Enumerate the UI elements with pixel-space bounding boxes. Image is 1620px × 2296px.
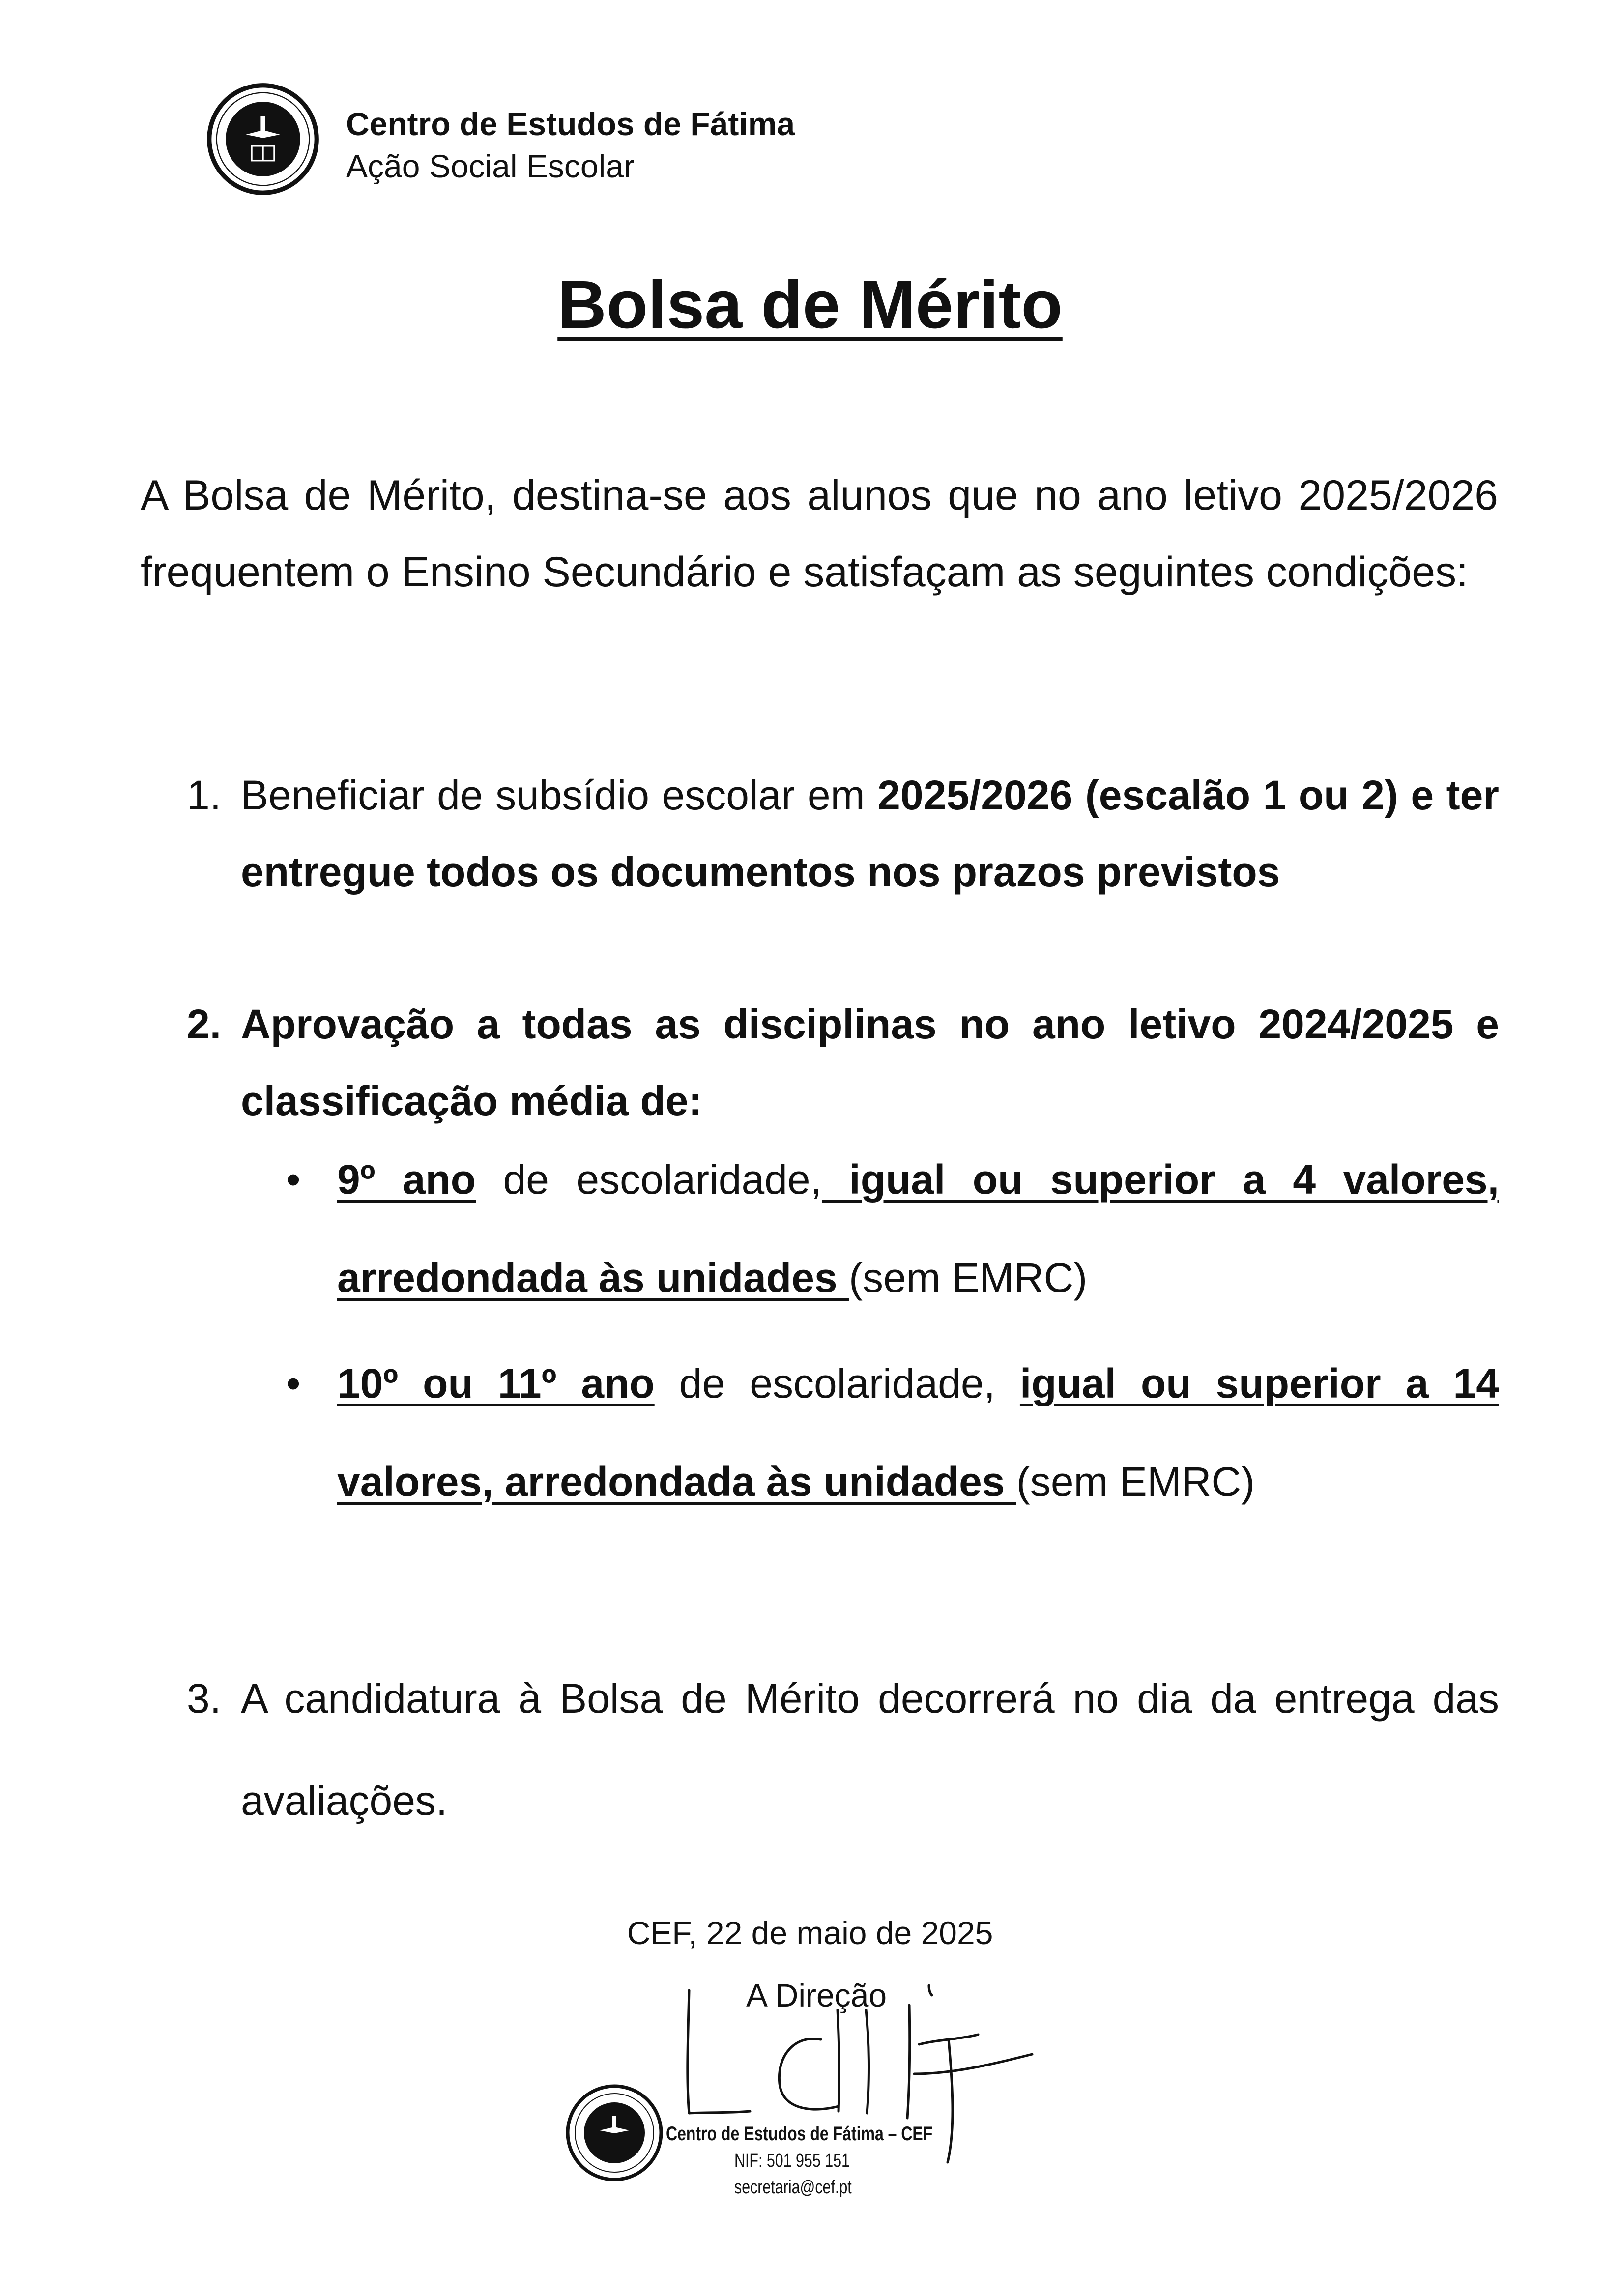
intro-paragraph: A Bolsa de Mérito, destina-se aos alunos que no ano letivo 2025/2026 frequentem o Ensino Secundário e satisfaçam as seguintes condições: (141, 472, 1498, 596)
organization-department: Ação Social Escolar (346, 148, 635, 184)
condition-text: Beneficiar de subsídio escolar em (241, 772, 878, 818)
condition-emphasis: 2025/2026 (escalão 1 ou 2) e ter entregue todos os documentos nos prazos previstos (241, 772, 1499, 895)
school-year: 9º ano (337, 1156, 476, 1203)
school-seal-logo-icon (206, 83, 319, 196)
bullet-text: de escolaridade, (654, 1360, 1020, 1406)
condition-number: 2. (187, 1001, 222, 1047)
signatory-label: A Direção (746, 1977, 887, 2013)
bullet-text: de escolaridade, (476, 1156, 822, 1203)
condition-1 (187, 757, 1499, 910)
grade-requirement: igual ou superior a 14 valores, arredondada às unidades (337, 1360, 1499, 1505)
stamp-organization: Centro de Estudos de Fátima – CEF (666, 2123, 933, 2145)
condition-number: 1. (187, 772, 222, 818)
grade-requirement: igual ou superior a 4 valores, arredondada às unidades (337, 1156, 1499, 1301)
condition-text: Aprovação a todas as disciplinas no ano letivo 2024/2025 e classificação média de: (241, 1001, 1499, 1124)
condition-text: A candidatura à Bolsa de Mérito decorrerá no dia da entrega das avaliações. (241, 1675, 1499, 1824)
bullet-note: (sem EMRC) (1016, 1459, 1255, 1505)
bullet-note: (sem EMRC) (848, 1255, 1088, 1301)
organization-name: Centro de Estudos de Fátima (346, 106, 795, 142)
condition-2 (187, 986, 1499, 1139)
document-title: Bolsa de Mérito (557, 267, 1063, 343)
document-date: CEF, 22 de maio de 2025 (627, 1915, 993, 1951)
condition-3 (187, 1647, 1499, 1852)
bullet-icon: • (286, 1156, 301, 1203)
stamp-seal-logo-icon (565, 2084, 664, 2182)
bullet-icon: • (286, 1360, 301, 1406)
school-year: 10º ou 11º ano (337, 1360, 655, 1406)
stamp-email: secretaria@cef.pt (734, 2177, 852, 2198)
condition-number: 3. (187, 1675, 222, 1722)
bullet-item (286, 1334, 1499, 1531)
stamp-tax-id: NIF: 501 955 151 (734, 2151, 850, 2171)
bullet-item (286, 1130, 1499, 1327)
